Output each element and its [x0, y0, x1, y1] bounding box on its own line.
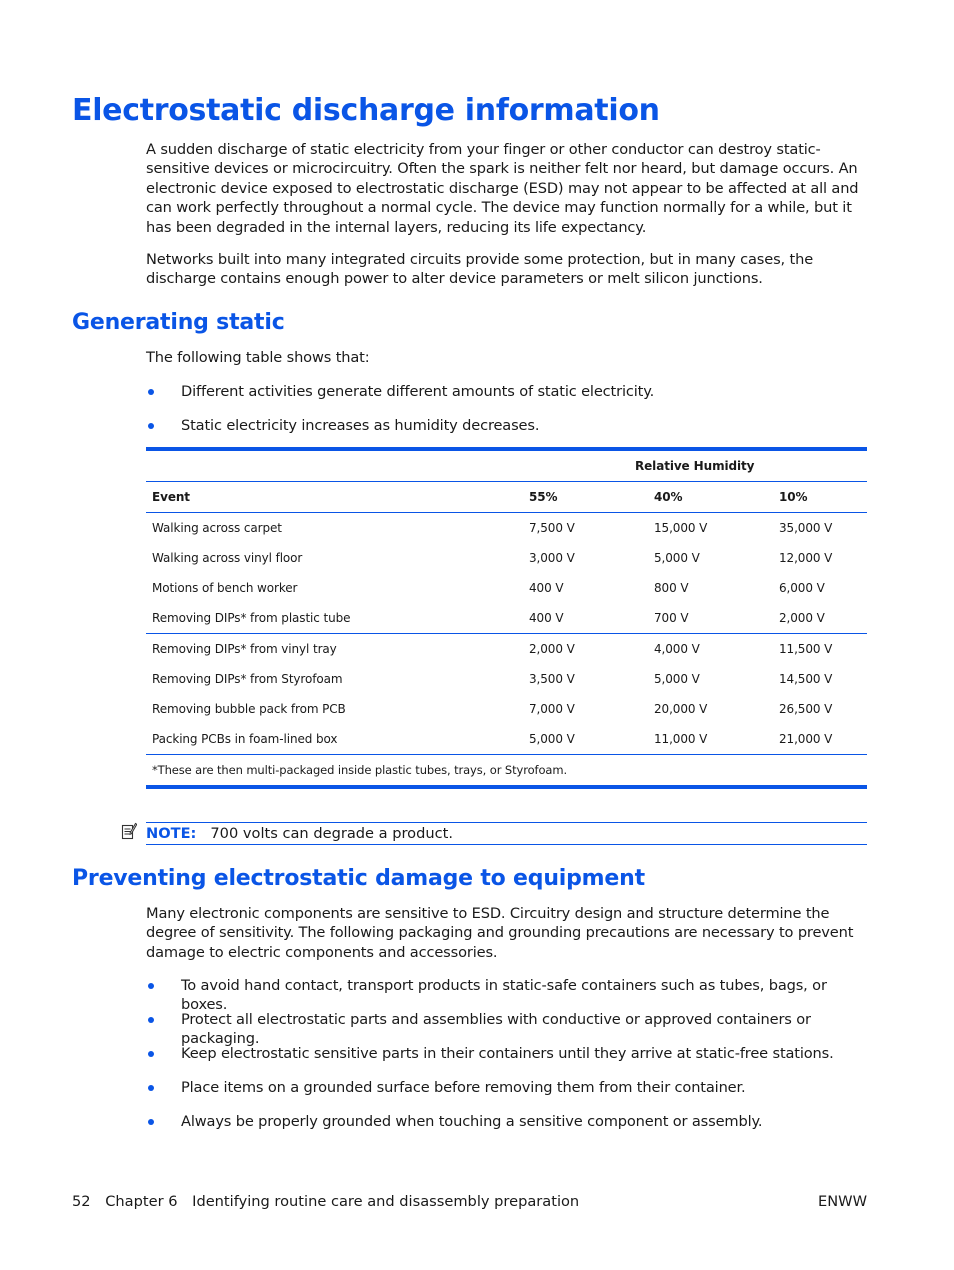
page-footer	[72, 1192, 579, 1212]
table-row: Motions of bench worker 400 V 800 V 6,000 V	[152, 581, 825, 595]
bullet-icon	[148, 1051, 154, 1057]
table-row: Walking across vinyl floor 3,000 V 5,000 V 12,000 V	[152, 551, 833, 565]
column-header-event: Event	[146, 482, 523, 513]
generating-bullet-list	[146, 382, 868, 450]
bullet-icon	[148, 1017, 154, 1023]
bullet-icon	[148, 423, 154, 429]
preventing-intro: Many electronic components are sensitive to ESD. Circuitry design and structure determine the degree of sensitivity. The following packaging and grounding precautions are necessary to prevent damage to electric components and accessories.	[146, 905, 854, 961]
list-item: Static electricity increases as humidity decreases.	[146, 416, 868, 450]
table-group-header-row	[146, 449, 867, 482]
table-row: Removing DIPs* from vinyl tray 2,000 V 4,000 V 11,500 V	[152, 642, 833, 656]
relative-humidity-header: Relative Humidity	[523, 449, 867, 482]
note-icon	[121, 822, 137, 840]
bullet-icon	[148, 1119, 154, 1125]
bullet-icon	[148, 389, 154, 395]
footer-chapter-title: Identifying routine care and disassembly preparation	[192, 1193, 580, 1210]
table-row: Removing DIPs* from Styrofoam 3,500 V 5,000 V 14,500 V	[152, 672, 833, 686]
list-item: Always be properly grounded when touching a sensitive component or assembly.	[146, 1112, 868, 1146]
table-footnote: *These are then multi-packaged inside plastic tubes, trays, or Styrofoam.	[152, 763, 567, 777]
table-row: Packing PCBs in foam-lined box 5,000 V 11,000 V 21,000 V	[146, 724, 867, 755]
list-item: Different activities generate different amounts of static electricity.	[146, 382, 868, 416]
list-item: Protect all electrostatic parts and assemblies with conductive or approved containers or packaging.	[146, 1010, 868, 1044]
preventing-damage-heading: Preventing electrostatic damage to equipment	[72, 866, 645, 891]
generating-lead: The following table shows that:	[146, 349, 370, 366]
bullet-icon	[148, 983, 154, 989]
footer-chapter: Chapter 6	[105, 1193, 178, 1210]
table-row: Walking across carpet 7,500 V 15,000 V 35,000 V	[152, 521, 833, 535]
list-item: To avoid hand contact, transport products in static-safe containers such as tubes, bags, or boxes.	[146, 976, 868, 1010]
table-header-row	[146, 482, 867, 513]
note-label: NOTE:	[146, 825, 197, 842]
list-item: Keep electrostatic sensitive parts in their containers until they arrive at static-free stations.	[146, 1044, 868, 1078]
note-text: 700 volts can degrade a product.	[210, 825, 454, 842]
preventing-bullet-list	[146, 976, 868, 1146]
table-row: Removing DIPs* from plastic tube 400 V 700 V 2,000 V	[146, 603, 867, 634]
footer-code: ENWW	[818, 1193, 867, 1210]
column-header-10: 10%	[773, 482, 867, 513]
column-header-40: 40%	[648, 482, 773, 513]
page-number: 52	[72, 1193, 91, 1210]
intro-paragraph-1: A sudden discharge of static electricity from your finger or other conductor can destroy static-sensitive devices or microcircuitry. Often the spark is neither felt nor heard, but damage occurs. An electronic device exposed to electrostatic discharge (ESD) may not appear to be affected at all and can work perfectly throughout a normal cycle. The device may function normally for a while, but it has been degraded in the internal layers, reducing its life expectancy.	[146, 141, 859, 236]
generating-static-heading: Generating static	[72, 310, 285, 335]
list-item: Place items on a grounded surface before removing them from their container.	[146, 1078, 868, 1112]
table-footnote-row	[146, 755, 867, 788]
intro-paragraph-2: Networks built into many integrated circuits provide some protection, but in many cases, the discharge contains enough power to alter device parameters or melt silicon junctions.	[146, 251, 814, 288]
page-title: Electrostatic discharge information	[72, 93, 660, 128]
bullet-icon	[148, 1085, 154, 1091]
note-box	[146, 822, 867, 845]
column-header-55: 55%	[523, 482, 648, 513]
static-electricity-table	[146, 447, 867, 789]
table-row: Removing bubble pack from PCB 7,000 V 20,000 V 26,500 V	[152, 702, 833, 716]
